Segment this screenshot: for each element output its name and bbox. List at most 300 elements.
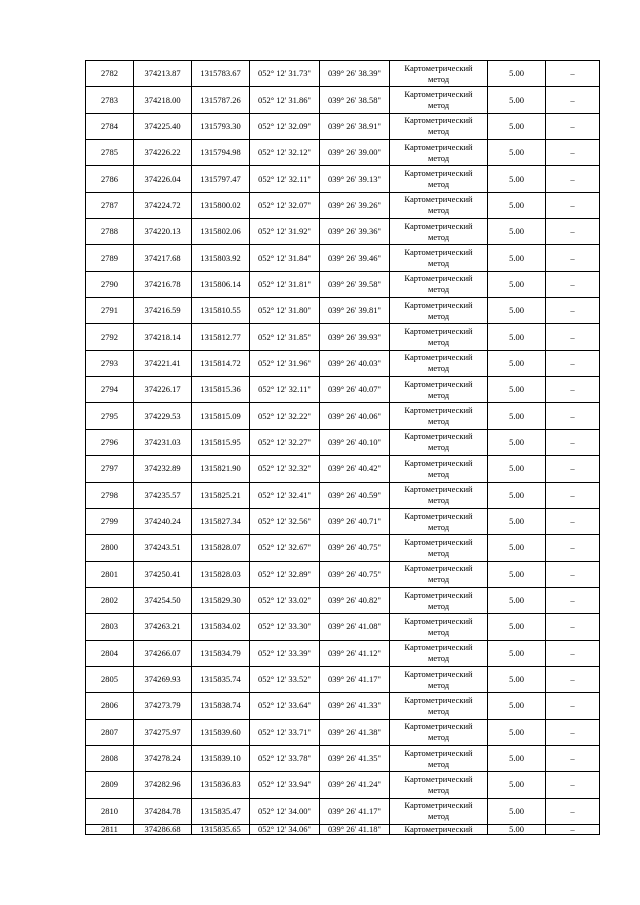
longitude-cell: 039° 26' 39.46": [320, 245, 390, 271]
accuracy-cell: 5.00: [488, 824, 546, 834]
method-cell: [390, 640, 488, 666]
method-text-line1: Картометрический: [404, 747, 473, 758]
point-number-cell: 2792: [86, 324, 134, 350]
longitude-cell: 039° 26' 41.17": [320, 798, 390, 824]
latitude-cell: 052° 12' 32.41": [250, 482, 320, 508]
method-text-line2: метод: [427, 179, 450, 190]
note-cell: –: [546, 772, 600, 798]
point-number-cell: 2801: [86, 561, 134, 587]
accuracy-cell: 5.00: [488, 587, 546, 613]
longitude-cell: 039° 26' 39.81": [320, 298, 390, 324]
x-coordinate-cell: 374229.53: [134, 403, 192, 429]
method-text-line2: метод: [427, 442, 450, 453]
table-row: [86, 166, 600, 192]
note-cell: –: [546, 350, 600, 376]
latitude-cell: 052° 12' 33.30": [250, 614, 320, 640]
point-number-cell: 2787: [86, 192, 134, 218]
method-cell: [390, 245, 488, 271]
x-coordinate-cell: 374226.04: [134, 166, 192, 192]
method-text: Картометрический: [404, 824, 473, 834]
note-cell: –: [546, 456, 600, 482]
y-coordinate-cell: 1315828.07: [192, 535, 250, 561]
y-coordinate-cell: 1315812.77: [192, 324, 250, 350]
coordinates-table: [85, 60, 600, 835]
accuracy-cell: 5.00: [488, 87, 546, 113]
point-number-cell: 2809: [86, 772, 134, 798]
accuracy-cell: 5.00: [488, 666, 546, 692]
y-coordinate-cell: 1315815.95: [192, 429, 250, 455]
latitude-cell: 052° 12' 33.71": [250, 719, 320, 745]
accuracy-cell: 5.00: [488, 561, 546, 587]
longitude-cell: 039° 26' 41.35": [320, 745, 390, 771]
method-text-line1: Картометрический: [404, 378, 473, 389]
y-coordinate-cell: 1315800.02: [192, 192, 250, 218]
longitude-cell: 039° 26' 39.13": [320, 166, 390, 192]
table-row: [86, 772, 600, 798]
note-cell: –: [546, 61, 600, 87]
y-coordinate-cell: 1315797.47: [192, 166, 250, 192]
table-row: [86, 587, 600, 613]
method-text-line2: метод: [427, 600, 450, 611]
note-cell: –: [546, 508, 600, 534]
y-coordinate-cell: 1315834.79: [192, 640, 250, 666]
method-text-line1: Картометрический: [404, 457, 473, 468]
longitude-cell: 039° 26' 40.75": [320, 535, 390, 561]
method-cell: [390, 719, 488, 745]
x-coordinate-cell: 374275.97: [134, 719, 192, 745]
table-row: [86, 745, 600, 771]
point-number-cell: 2808: [86, 745, 134, 771]
longitude-cell: 039° 26' 41.38": [320, 719, 390, 745]
x-coordinate-cell: 374216.59: [134, 298, 192, 324]
method-cell: [390, 61, 488, 87]
accuracy-cell: 5.00: [488, 377, 546, 403]
method-text-line2: метод: [427, 811, 450, 822]
note-cell: –: [546, 140, 600, 166]
latitude-cell: 052° 12' 33.52": [250, 666, 320, 692]
method-cell: [390, 535, 488, 561]
longitude-cell: 039° 26' 41.17": [320, 666, 390, 692]
note-cell: –: [546, 403, 600, 429]
method-text-line1: Картометрический: [404, 194, 473, 205]
accuracy-cell: 5.00: [488, 614, 546, 640]
method-text-line1: Картометрический: [404, 352, 473, 363]
longitude-cell: 039° 26' 40.07": [320, 377, 390, 403]
x-coordinate-cell: 374224.72: [134, 192, 192, 218]
accuracy-cell: 5.00: [488, 640, 546, 666]
method-text-line2: метод: [427, 258, 450, 269]
note-cell: –: [546, 87, 600, 113]
x-coordinate-cell: 374231.03: [134, 429, 192, 455]
latitude-cell: 052° 12' 34.06": [250, 824, 320, 834]
table-row: [86, 113, 600, 139]
accuracy-cell: 5.00: [488, 745, 546, 771]
method-text-line2: метод: [427, 363, 450, 374]
y-coordinate-cell: 1315835.47: [192, 798, 250, 824]
longitude-cell: 039° 26' 38.91": [320, 113, 390, 139]
method-text-line2: метод: [427, 389, 450, 400]
point-number-cell: 2804: [86, 640, 134, 666]
method-text-line1: Картометрический: [404, 484, 473, 495]
point-number-cell: 2789: [86, 245, 134, 271]
accuracy-cell: 5.00: [488, 772, 546, 798]
method-text-line2: метод: [427, 126, 450, 137]
method-text-line2: метод: [427, 705, 450, 716]
point-number-cell: 2785: [86, 140, 134, 166]
y-coordinate-cell: 1315787.26: [192, 87, 250, 113]
longitude-cell: 039° 26' 40.42": [320, 456, 390, 482]
method-cell: [390, 429, 488, 455]
table-row: [86, 666, 600, 692]
method-cell: [390, 219, 488, 245]
longitude-cell: 039° 26' 38.39": [320, 61, 390, 87]
longitude-cell: 039° 26' 39.36": [320, 219, 390, 245]
table-row: [86, 350, 600, 376]
table-row: [86, 456, 600, 482]
y-coordinate-cell: 1315829.30: [192, 587, 250, 613]
note-cell: –: [546, 245, 600, 271]
method-cell: [390, 614, 488, 640]
y-coordinate-cell: 1315839.60: [192, 719, 250, 745]
y-coordinate-cell: 1315839.10: [192, 745, 250, 771]
accuracy-cell: 5.00: [488, 693, 546, 719]
x-coordinate-cell: 374243.51: [134, 535, 192, 561]
accuracy-cell: 5.00: [488, 403, 546, 429]
method-text-line1: Картометрический: [404, 115, 473, 126]
method-text-line1: Картометрический: [404, 247, 473, 258]
point-number-cell: 2790: [86, 271, 134, 297]
point-number-cell: 2802: [86, 587, 134, 613]
note-cell: –: [546, 429, 600, 455]
accuracy-cell: 5.00: [488, 113, 546, 139]
y-coordinate-cell: 1315806.14: [192, 271, 250, 297]
point-number-cell: 2791: [86, 298, 134, 324]
method-text-line1: Картометрический: [404, 141, 473, 152]
x-coordinate-cell: 374282.96: [134, 772, 192, 798]
method-cell: [390, 350, 488, 376]
latitude-cell: 052° 12' 34.00": [250, 798, 320, 824]
latitude-cell: 052° 12' 32.09": [250, 113, 320, 139]
y-coordinate-cell: 1315825.21: [192, 482, 250, 508]
method-text-line2: метод: [427, 547, 450, 558]
longitude-cell: 039° 26' 40.59": [320, 482, 390, 508]
note-cell: –: [546, 298, 600, 324]
x-coordinate-cell: 374240.24: [134, 508, 192, 534]
y-coordinate-cell: 1315835.74: [192, 666, 250, 692]
table-row: [86, 219, 600, 245]
latitude-cell: 052° 12' 31.96": [250, 350, 320, 376]
method-cell: [390, 587, 488, 613]
accuracy-cell: 5.00: [488, 245, 546, 271]
point-number-cell: 2799: [86, 508, 134, 534]
accuracy-cell: 5.00: [488, 350, 546, 376]
table-row: [86, 482, 600, 508]
table-row: [86, 87, 600, 113]
method-cell: [390, 377, 488, 403]
note-cell: –: [546, 745, 600, 771]
x-coordinate-cell: 374235.57: [134, 482, 192, 508]
method-cell: [390, 508, 488, 534]
method-cell: [390, 87, 488, 113]
method-text-line1: Картометрический: [404, 273, 473, 284]
accuracy-cell: 5.00: [488, 456, 546, 482]
x-coordinate-cell: 374266.07: [134, 640, 192, 666]
method-text-line2: метод: [427, 653, 450, 664]
method-text-line2: метод: [427, 758, 450, 769]
point-number-cell: 2782: [86, 61, 134, 87]
table-row: [86, 561, 600, 587]
method-text-line2: метод: [427, 152, 450, 163]
method-text-line2: метод: [427, 784, 450, 795]
note-cell: –: [546, 166, 600, 192]
note-cell: –: [546, 561, 600, 587]
latitude-cell: 052° 12' 31.92": [250, 219, 320, 245]
longitude-cell: 039° 26' 40.06": [320, 403, 390, 429]
method-text-line1: Картометрический: [404, 299, 473, 310]
x-coordinate-cell: 374286.68: [134, 824, 192, 834]
point-number-cell: 2796: [86, 429, 134, 455]
longitude-cell: 039° 26' 40.03": [320, 350, 390, 376]
point-number-cell: 2784: [86, 113, 134, 139]
method-text-line1: Картометрический: [404, 510, 473, 521]
table-row: [86, 377, 600, 403]
note-cell: –: [546, 535, 600, 561]
accuracy-cell: 5.00: [488, 298, 546, 324]
latitude-cell: 052° 12' 33.02": [250, 587, 320, 613]
note-cell: –: [546, 824, 600, 834]
y-coordinate-cell: 1315835.65: [192, 824, 250, 834]
note-cell: –: [546, 377, 600, 403]
y-coordinate-cell: 1315794.98: [192, 140, 250, 166]
table-row: [86, 140, 600, 166]
accuracy-cell: 5.00: [488, 61, 546, 87]
method-text-line2: метод: [427, 205, 450, 216]
longitude-cell: 039° 26' 39.26": [320, 192, 390, 218]
longitude-cell: 039° 26' 41.18": [320, 824, 390, 834]
table-row: [86, 535, 600, 561]
table-row: [86, 403, 600, 429]
x-coordinate-cell: 374213.87: [134, 61, 192, 87]
accuracy-cell: 5.00: [488, 798, 546, 824]
latitude-cell: 052° 12' 33.78": [250, 745, 320, 771]
note-cell: –: [546, 113, 600, 139]
latitude-cell: 052° 12' 31.85": [250, 324, 320, 350]
accuracy-cell: 5.00: [488, 219, 546, 245]
table-row: [86, 429, 600, 455]
point-number-cell: 2793: [86, 350, 134, 376]
y-coordinate-cell: 1315815.36: [192, 377, 250, 403]
table-row: [86, 61, 600, 87]
table-row: [86, 324, 600, 350]
method-text-line1: Картометрический: [404, 168, 473, 179]
accuracy-cell: 5.00: [488, 719, 546, 745]
accuracy-cell: 5.00: [488, 192, 546, 218]
accuracy-cell: 5.00: [488, 271, 546, 297]
y-coordinate-cell: 1315815.09: [192, 403, 250, 429]
x-coordinate-cell: 374250.41: [134, 561, 192, 587]
longitude-cell: 039° 26' 39.00": [320, 140, 390, 166]
y-coordinate-cell: 1315834.02: [192, 614, 250, 640]
x-coordinate-cell: 374221.41: [134, 350, 192, 376]
method-text-line2: метод: [427, 416, 450, 427]
point-number-cell: 2788: [86, 219, 134, 245]
method-text-line2: метод: [427, 73, 450, 84]
method-text-line1: Картометрический: [404, 721, 473, 732]
method-text-line2: метод: [427, 574, 450, 585]
table-row: [86, 614, 600, 640]
latitude-cell: 052° 12' 31.73": [250, 61, 320, 87]
point-number-cell: 2800: [86, 535, 134, 561]
note-cell: –: [546, 666, 600, 692]
accuracy-cell: 5.00: [488, 324, 546, 350]
y-coordinate-cell: 1315803.92: [192, 245, 250, 271]
longitude-cell: 039° 26' 41.08": [320, 614, 390, 640]
method-text-line2: метод: [427, 310, 450, 321]
note-cell: –: [546, 324, 600, 350]
method-cell: [390, 482, 488, 508]
method-text-line2: метод: [427, 337, 450, 348]
latitude-cell: 052° 12' 32.56": [250, 508, 320, 534]
accuracy-cell: 5.00: [488, 429, 546, 455]
method-text-line1: Картометрический: [404, 589, 473, 600]
method-cell: [390, 666, 488, 692]
y-coordinate-cell: 1315802.06: [192, 219, 250, 245]
method-text-line1: Картометрический: [404, 89, 473, 100]
method-text-line1: Картометрический: [404, 405, 473, 416]
method-text-line1: Картометрический: [404, 536, 473, 547]
longitude-cell: 039° 26' 40.10": [320, 429, 390, 455]
latitude-cell: 052° 12' 32.32": [250, 456, 320, 482]
method-text-line1: Картометрический: [404, 326, 473, 337]
x-coordinate-cell: 374226.22: [134, 140, 192, 166]
y-coordinate-cell: 1315783.67: [192, 61, 250, 87]
note-cell: –: [546, 719, 600, 745]
method-cell: [390, 166, 488, 192]
latitude-cell: 052° 12' 32.11": [250, 166, 320, 192]
latitude-cell: 052° 12' 32.67": [250, 535, 320, 561]
point-number-cell: 2783: [86, 87, 134, 113]
method-cell: [390, 456, 488, 482]
latitude-cell: 052° 12' 32.11": [250, 377, 320, 403]
table-row: [86, 798, 600, 824]
longitude-cell: 039° 26' 38.58": [320, 87, 390, 113]
method-text-line1: Картометрический: [404, 431, 473, 442]
note-cell: –: [546, 587, 600, 613]
y-coordinate-cell: 1315814.72: [192, 350, 250, 376]
accuracy-cell: 5.00: [488, 535, 546, 561]
table-row: [86, 271, 600, 297]
table-row: [86, 508, 600, 534]
latitude-cell: 052° 12' 32.12": [250, 140, 320, 166]
method-text-line1: Картометрический: [404, 615, 473, 626]
method-text-line2: метод: [427, 679, 450, 690]
y-coordinate-cell: 1315828.03: [192, 561, 250, 587]
point-number-cell: 2803: [86, 614, 134, 640]
note-cell: –: [546, 798, 600, 824]
method-text-line1: Картометрический: [404, 642, 473, 653]
point-number-cell: 2805: [86, 666, 134, 692]
x-coordinate-cell: 374220.13: [134, 219, 192, 245]
x-coordinate-cell: 374284.78: [134, 798, 192, 824]
y-coordinate-cell: 1315838.74: [192, 693, 250, 719]
accuracy-cell: 5.00: [488, 482, 546, 508]
table-row: [86, 192, 600, 218]
longitude-cell: 039° 26' 39.58": [320, 271, 390, 297]
note-cell: –: [546, 614, 600, 640]
longitude-cell: 039° 26' 41.33": [320, 693, 390, 719]
y-coordinate-cell: 1315810.55: [192, 298, 250, 324]
accuracy-cell: 5.00: [488, 166, 546, 192]
method-text-line1: Картометрический: [404, 694, 473, 705]
longitude-cell: 039° 26' 39.93": [320, 324, 390, 350]
latitude-cell: 052° 12' 31.86": [250, 87, 320, 113]
point-number-cell: 2794: [86, 377, 134, 403]
latitude-cell: 052° 12' 32.89": [250, 561, 320, 587]
point-number-cell: 2795: [86, 403, 134, 429]
method-cell: [390, 298, 488, 324]
method-cell: [390, 192, 488, 218]
note-cell: –: [546, 219, 600, 245]
latitude-cell: 052° 12' 32.07": [250, 192, 320, 218]
method-cell: [390, 745, 488, 771]
method-text-line1: Картометрический: [404, 668, 473, 679]
method-text-line2: метод: [427, 468, 450, 479]
method-cell: [390, 403, 488, 429]
longitude-cell: 039° 26' 41.24": [320, 772, 390, 798]
y-coordinate-cell: 1315793.30: [192, 113, 250, 139]
latitude-cell: 052° 12' 31.81": [250, 271, 320, 297]
longitude-cell: 039° 26' 40.75": [320, 561, 390, 587]
method-cell: [390, 693, 488, 719]
point-number-cell: 2798: [86, 482, 134, 508]
method-cell: [390, 271, 488, 297]
latitude-cell: 052° 12' 33.39": [250, 640, 320, 666]
point-number-cell: 2810: [86, 798, 134, 824]
longitude-cell: 039° 26' 40.82": [320, 587, 390, 613]
point-number-cell: 2811: [86, 824, 134, 834]
x-coordinate-cell: 374232.89: [134, 456, 192, 482]
y-coordinate-cell: 1315836.83: [192, 772, 250, 798]
x-coordinate-cell: 374273.79: [134, 693, 192, 719]
table-row: [86, 824, 600, 834]
latitude-cell: 052° 12' 31.80": [250, 298, 320, 324]
accuracy-cell: 5.00: [488, 508, 546, 534]
method-cell: [390, 113, 488, 139]
table-row: [86, 640, 600, 666]
point-number-cell: 2806: [86, 693, 134, 719]
latitude-cell: 052° 12' 33.64": [250, 693, 320, 719]
note-cell: –: [546, 271, 600, 297]
method-text-line2: метод: [427, 521, 450, 532]
y-coordinate-cell: 1315821.90: [192, 456, 250, 482]
method-text-line2: метод: [427, 495, 450, 506]
latitude-cell: 052° 12' 32.27": [250, 429, 320, 455]
x-coordinate-cell: 374263.21: [134, 614, 192, 640]
latitude-cell: 052° 12' 31.84": [250, 245, 320, 271]
x-coordinate-cell: 374226.17: [134, 377, 192, 403]
method-text-line1: Картометрический: [404, 773, 473, 784]
note-cell: –: [546, 482, 600, 508]
x-coordinate-cell: 374278.24: [134, 745, 192, 771]
method-text-line2: метод: [427, 284, 450, 295]
table-row: [86, 719, 600, 745]
x-coordinate-cell: 374254.50: [134, 587, 192, 613]
table-row: [86, 245, 600, 271]
longitude-cell: 039° 26' 41.12": [320, 640, 390, 666]
point-number-cell: 2797: [86, 456, 134, 482]
x-coordinate-cell: 374269.93: [134, 666, 192, 692]
point-number-cell: 2786: [86, 166, 134, 192]
